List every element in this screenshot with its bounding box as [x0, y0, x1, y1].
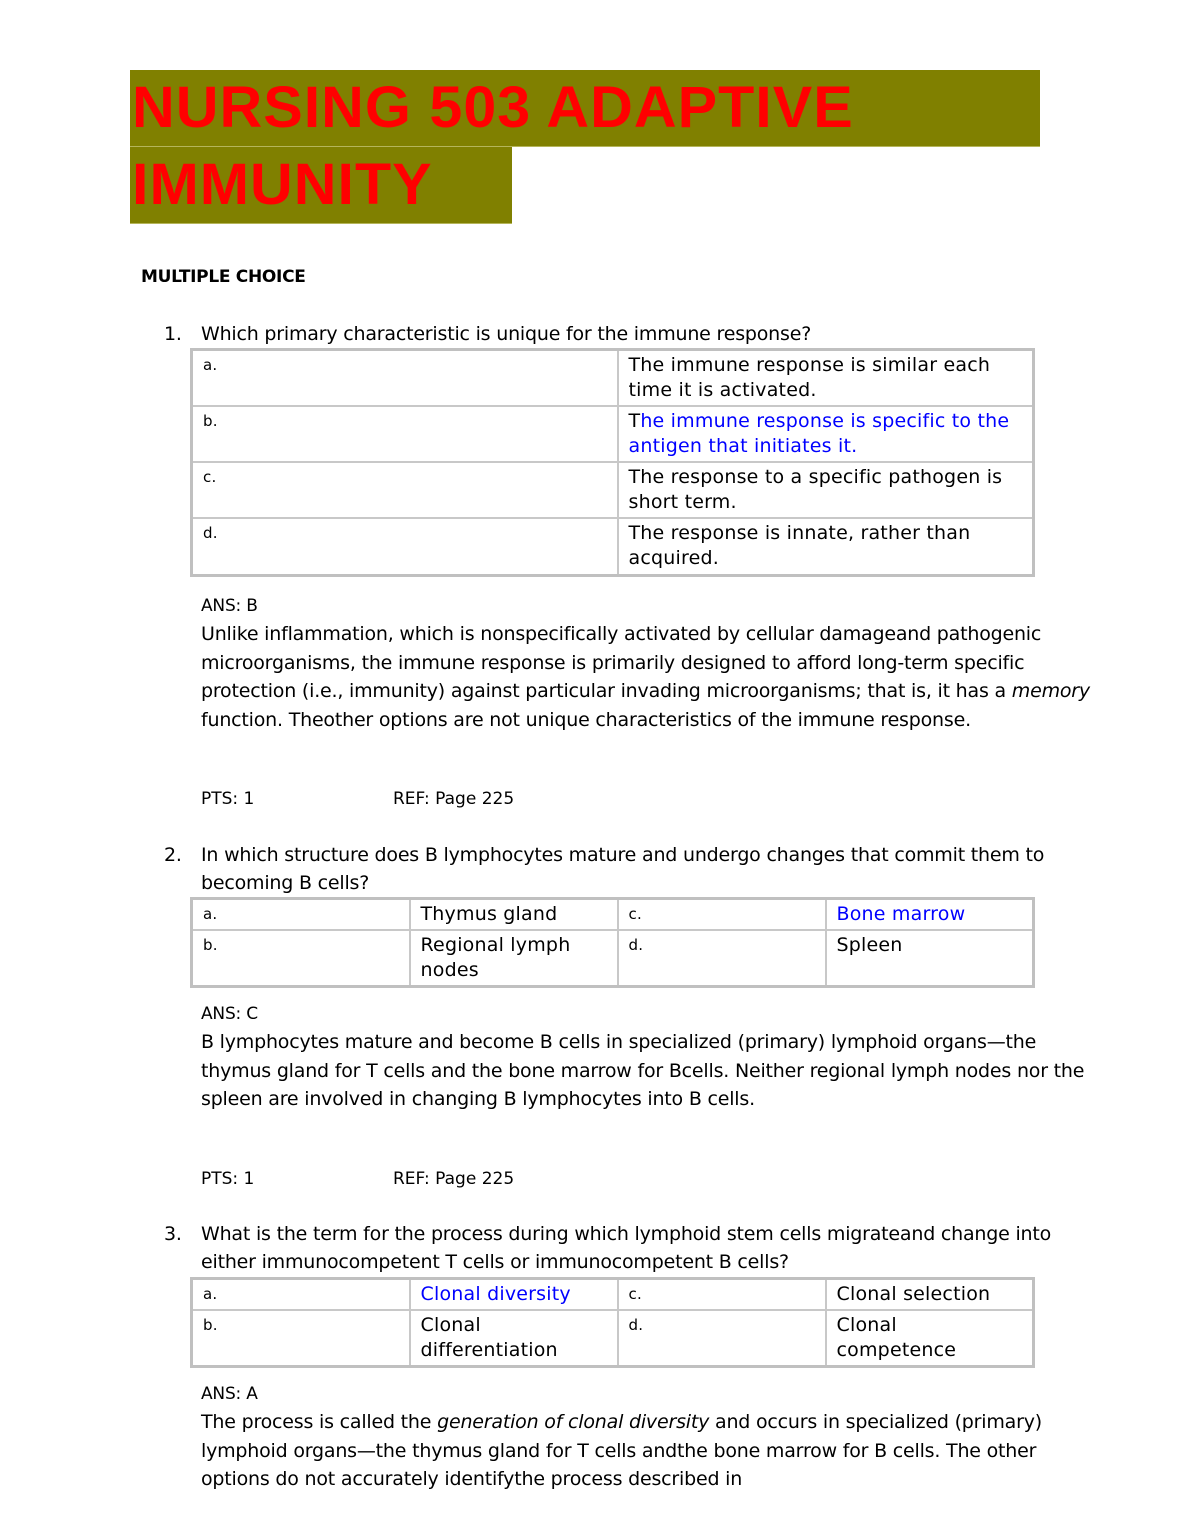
option-text-correct[interactable]: Bone marrow: [826, 899, 1034, 931]
option-text: The response is innate, rather than acquired.: [618, 518, 1034, 575]
document-title-line-1: [130, 70, 1040, 147]
question-number: 3.: [164, 1223, 182, 1245]
option-row-b[interactable]: [192, 406, 1034, 462]
option-text[interactable]: Thymus gland: [410, 899, 618, 931]
answer-label: ANS: C: [201, 1004, 258, 1024]
option-letter: c.: [192, 462, 618, 518]
option-text-rest: he immune response is specific to the antigen that initiates it.: [628, 410, 1010, 457]
rationale-part: function. Theother options are not unique characteristics of the immune response.: [201, 708, 971, 731]
option-text: The immune response is similar each time it is activated.: [618, 350, 1034, 407]
option-text[interactable]: Clonal selection: [826, 1279, 1034, 1311]
option-text: The response to a specific pathogen is short term.: [618, 462, 1034, 518]
answer-options-table-q2: [190, 897, 1035, 988]
option-text[interactable]: Regional lymph nodes: [410, 930, 618, 987]
answer-block-q3: [201, 1380, 1101, 1494]
option-letter: a.: [192, 350, 618, 407]
option-letter: b.: [192, 406, 618, 462]
rationale-text: [201, 623, 1090, 730]
rationale-part: The process is called the: [201, 1411, 438, 1434]
option-letter[interactable]: c.: [618, 899, 826, 931]
option-text[interactable]: Clonal differentiation: [410, 1310, 618, 1367]
option-letter[interactable]: c.: [618, 1279, 826, 1311]
title-text-2: IMMUNITY: [132, 152, 433, 217]
option-letter: d.: [192, 518, 618, 575]
reference-label: REF: Page 225: [393, 1169, 515, 1189]
question-number: 1.: [164, 323, 182, 345]
points-label: PTS: 1: [201, 1169, 255, 1189]
reference-label: REF: Page 225: [393, 789, 515, 809]
option-letter[interactable]: d.: [618, 1310, 826, 1367]
option-text-correct: [618, 406, 1034, 462]
question-number: 2.: [164, 844, 182, 866]
rationale-part: Unlike inflammation, which is nonspecifically activated by cellular damageand pathogenic microorganisms, the immune response is primarily designed to afford long-term specific protection (i.e., immunity) against particular invading microorganisms; that is, it has a: [201, 623, 1042, 703]
option-text[interactable]: Clonal competence: [826, 1310, 1034, 1367]
answer-label: ANS: B: [201, 596, 258, 616]
document-title-line-2: [130, 147, 512, 224]
rationale-emphasis: generation of clonal diversity: [437, 1411, 710, 1434]
question-text: Which primary characteristic is unique for the immune response?: [201, 323, 812, 345]
answer-block-q1: [201, 592, 1101, 734]
rationale-text: [201, 1411, 1042, 1490]
option-text-correct[interactable]: Clonal diversity: [410, 1279, 618, 1311]
answer-options-table-q3: [190, 1277, 1035, 1368]
question-text: In which structure does B lymphocytes mature and undergo changes that commit them to becoming B cells?: [201, 844, 1045, 894]
option-row-c[interactable]: [192, 462, 1034, 518]
title-text-1: NURSING 503 ADAPTIVE: [132, 75, 854, 140]
option-letter[interactable]: b.: [192, 930, 410, 987]
rationale-text: B lymphocytes mature and become B cells in specialized (primary) lymphoid organs—the thymus gland for T cells and the bone marrow for Bcells. Neither regional lymph nodes nor the spleen are involved in changing B lymphocytes into B cells.: [201, 1031, 1085, 1111]
option-row-b-d: [192, 1310, 1034, 1367]
option-text-first-char: T: [628, 410, 641, 432]
option-row-d[interactable]: [192, 518, 1034, 575]
option-letter[interactable]: a.: [192, 899, 410, 931]
option-letter[interactable]: b.: [192, 1310, 410, 1367]
answer-label: ANS: A: [201, 1384, 258, 1404]
option-row-a[interactable]: [192, 350, 1034, 407]
option-text[interactable]: Spleen: [826, 930, 1034, 987]
section-heading: MULTIPLE CHOICE: [141, 267, 306, 287]
answer-options-table-q1: [190, 348, 1035, 577]
rationale-part: and occurs in specialized (primary) lymphoid organs—the thymus gland for T cells andthe bone marrow for B cells. The other options do not accurately identifythe process described in: [201, 1411, 1042, 1491]
option-letter[interactable]: a.: [192, 1279, 410, 1311]
option-row-b-d: [192, 930, 1034, 987]
rationale-emphasis: memory: [1011, 680, 1090, 703]
answer-block-q2: [201, 1000, 1101, 1114]
question-text: What is the term for the process during which lymphoid stem cells migrateand change into either immunocompetent T cells or immunocompetent B cells?: [201, 1223, 1052, 1273]
points-label: PTS: 1: [201, 789, 255, 809]
option-letter[interactable]: d.: [618, 930, 826, 987]
option-row-a-c: [192, 899, 1034, 931]
option-row-a-c: [192, 1279, 1034, 1311]
